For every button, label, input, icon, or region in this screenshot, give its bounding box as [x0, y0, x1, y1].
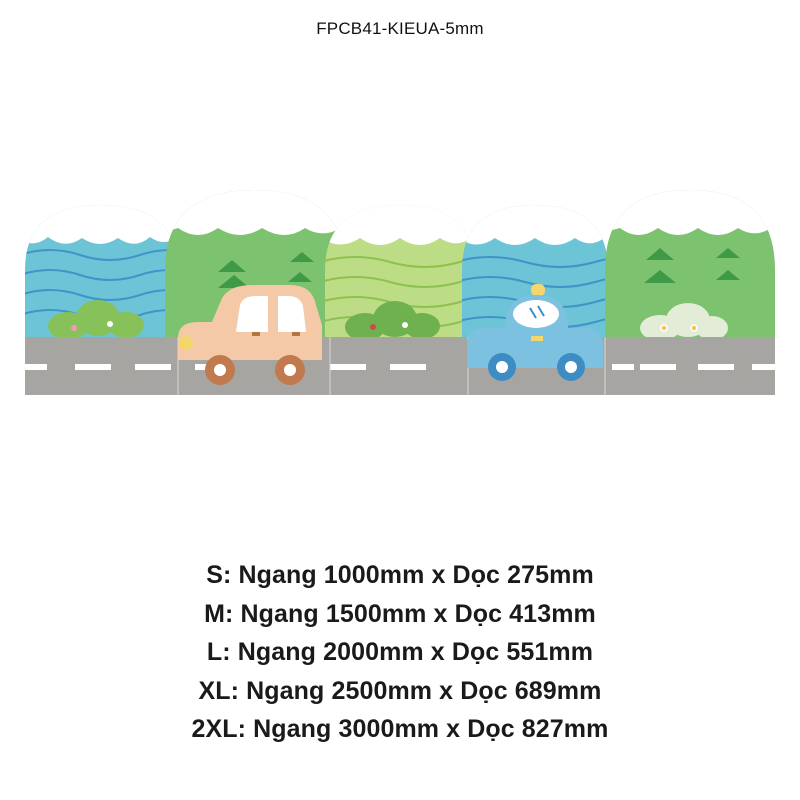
size-m: M: Ngang 1500mm x Dọc 413mm [204, 599, 596, 628]
road-dashes [25, 364, 775, 370]
size-list [0, 556, 800, 749]
size-xl: XL: Ngang 2500mm x Dọc 689mm [198, 676, 602, 705]
size-2xl: 2XL: Ngang 3000mm x Dọc 827mm [191, 715, 609, 743]
road [25, 337, 775, 395]
size-l: L: Ngang 2000mm x Dọc 551mm [206, 638, 594, 666]
size-s: S: Ngang 1000mm x Dọc 275mm [206, 561, 594, 589]
product-code-title: FPCB41-KIEUA-5mm [316, 19, 484, 38]
